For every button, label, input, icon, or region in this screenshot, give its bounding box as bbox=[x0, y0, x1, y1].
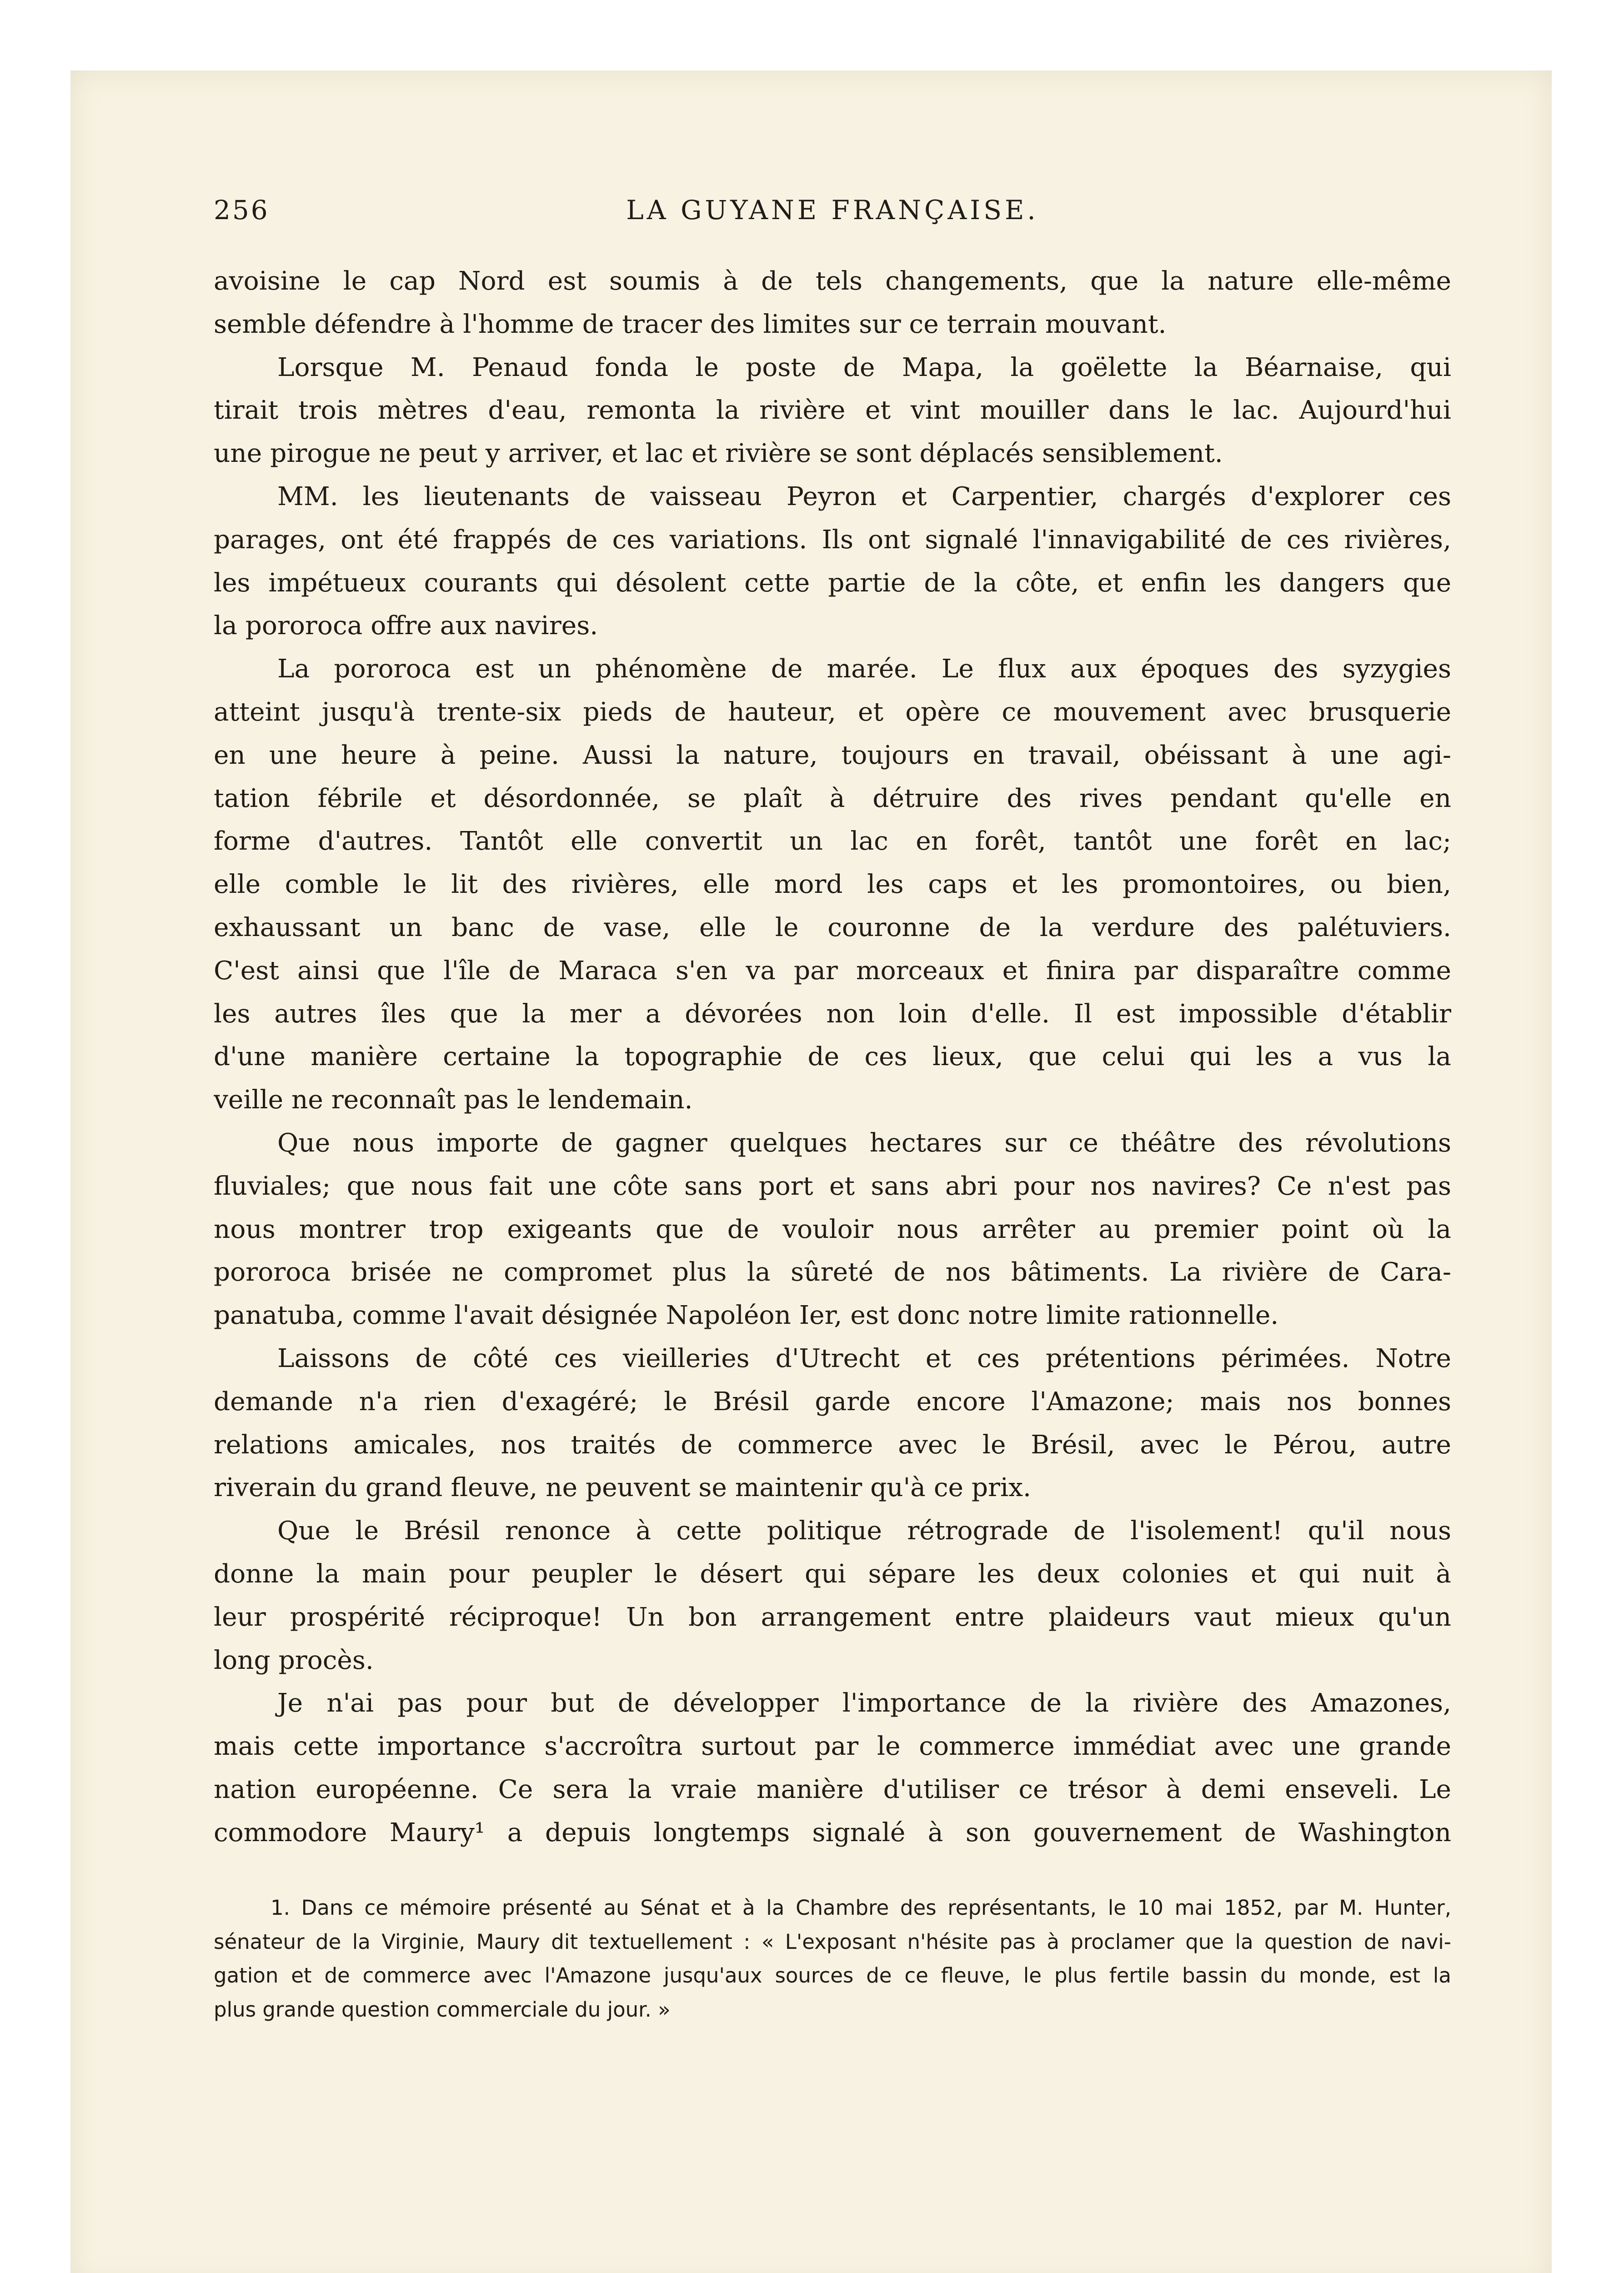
footnote-line: 1. Dans ce mémoire présenté au Sénat et à la Chambre des représentants, le 10 mai 1852, par M. Hunter, bbox=[271, 1896, 1451, 1920]
body-line: une pirogue ne peut y arriver, et lac et rivière se sont déplacés sensiblement. bbox=[214, 439, 1223, 469]
running-title: LA GUYANE FRANÇAISE. bbox=[626, 195, 1039, 225]
body-line: parages, ont été frappés de ces variations. Ils ont signalé l'innavigabilité de ces rivières, bbox=[214, 525, 1451, 555]
body-line: veille ne reconnaît pas le lendemain. bbox=[214, 1085, 693, 1115]
body-line: donne la main pour peupler le désert qui sépare les deux colonies et qui nuit à bbox=[214, 1559, 1451, 1589]
body-line: les impétueux courants qui désolent cette partie de la côte, et enfin les dangers que bbox=[214, 568, 1451, 598]
body-line: tation fébrile et désordonnée, se plaît à détruire des rives pendant qu'elle en bbox=[214, 783, 1451, 813]
body-line: atteint jusqu'à trente-six pieds de hauteur, et opère ce mouvement avec brusquerie bbox=[214, 697, 1451, 727]
body-line: mais cette importance s'accroîtra surtout par le commerce immédiat avec une grande bbox=[214, 1732, 1451, 1762]
body-line: MM. les lieutenants de vaisseau Peyron et Carpentier, chargés d'explorer ces bbox=[277, 481, 1451, 511]
body-line: long procès. bbox=[214, 1645, 374, 1675]
footnotes bbox=[214, 1891, 1451, 2027]
page-number: 256 bbox=[214, 195, 270, 225]
body-line: pororoca brisée ne compromet plus la sûreté de nos bâtiments. La rivière de Cara- bbox=[214, 1257, 1451, 1287]
body-line: semble défendre à l'homme de tracer des limites sur ce terrain mouvant. bbox=[214, 309, 1167, 339]
body-line: Que le Brésil renonce à cette politique rétrograde de l'isolement! qu'il nous bbox=[277, 1516, 1451, 1546]
body-line: relations amicales, nos traités de commerce avec le Brésil, avec le Pérou, autre bbox=[214, 1430, 1451, 1460]
body-line: riverain du grand fleuve, ne peuvent se maintenir qu'à ce prix. bbox=[214, 1473, 1031, 1503]
body-line: la pororoca offre aux navires. bbox=[214, 611, 598, 641]
body-line: commodore Maury¹ a depuis longtemps signalé à son gouvernement de Washington bbox=[214, 1817, 1451, 1847]
body-line: nous montrer trop exigeants que de vouloir nous arrêter au premier point où la bbox=[214, 1214, 1451, 1244]
body-line: leur prospérité réciproque! Un bon arrangement entre plaideurs vaut mieux qu'un bbox=[214, 1602, 1451, 1632]
body-line: Laissons de côté ces vieilleries d'Utrecht et ces prétentions périmées. Notre bbox=[277, 1343, 1451, 1373]
body-line: Je n'ai pas pour but de développer l'importance de la rivière des Amazones, bbox=[277, 1688, 1451, 1718]
body-line: avoisine le cap Nord est soumis à de tels changements, que la nature elle-même bbox=[214, 266, 1451, 296]
body-line: panatuba, comme l'avait désignée Napoléon Ier, est donc notre limite rationnelle. bbox=[214, 1301, 1279, 1331]
body-line: d'une manière certaine la topographie de ces lieux, que celui qui les a vus la bbox=[214, 1042, 1451, 1072]
footnote-line: gation et de commerce avec l'Amazone jusqu'aux sources de ce fleuve, le plus fertile bassin du monde, est la bbox=[214, 1963, 1451, 1988]
body-line: Que nous importe de gagner quelques hectares sur ce théâtre des révolutions bbox=[277, 1128, 1451, 1158]
body-line: C'est ainsi que l'île de Maraca s'en va par morceaux et finira par disparaître comme bbox=[214, 956, 1451, 986]
page-header bbox=[214, 195, 1451, 245]
body-line: tirait trois mètres d'eau, remonta la rivière et vint mouiller dans le lac. Aujourd'hui bbox=[214, 396, 1451, 426]
body-line: demande n'a rien d'exagéré; le Brésil garde encore l'Amazone; mais nos bonnes bbox=[214, 1387, 1451, 1417]
body-line: Lorsque M. Penaud fonda le poste de Mapa, la goëlette la Béarnaise, qui bbox=[277, 352, 1451, 382]
footnote-line: sénateur de la Virginie, Maury dit textuellement : « L'exposant n'hésite pas à proclamer que la question de navi- bbox=[214, 1929, 1451, 1954]
body-line: elle comble le lit des rivières, elle mord les caps et les promontoires, ou bien, bbox=[214, 870, 1451, 900]
body-line: La pororoca est un phénomène de marée. Le flux aux époques des syzygies bbox=[277, 654, 1451, 684]
body-text bbox=[214, 260, 1451, 1854]
body-line: forme d'autres. Tantôt elle convertit un lac en forêt, tantôt une forêt en lac; bbox=[214, 826, 1451, 856]
body-line: exhaussant un banc de vase, elle le couronne de la verdure des palétuviers. bbox=[214, 912, 1451, 942]
body-line: les autres îles que la mer a dévorées non loin d'elle. Il est impossible d'établir bbox=[214, 999, 1451, 1029]
body-line: nation européenne. Ce sera la vraie manière d'utiliser ce trésor à demi enseveli. Le bbox=[214, 1774, 1451, 1804]
body-line: fluviales; que nous fait une côte sans port et sans abri pour nos navires? Ce n'est pas bbox=[214, 1171, 1451, 1201]
footnote-line: plus grande question commerciale du jour. » bbox=[214, 1997, 671, 2022]
body-line: en une heure à peine. Aussi la nature, toujours en travail, obéissant à une agi- bbox=[214, 740, 1451, 770]
